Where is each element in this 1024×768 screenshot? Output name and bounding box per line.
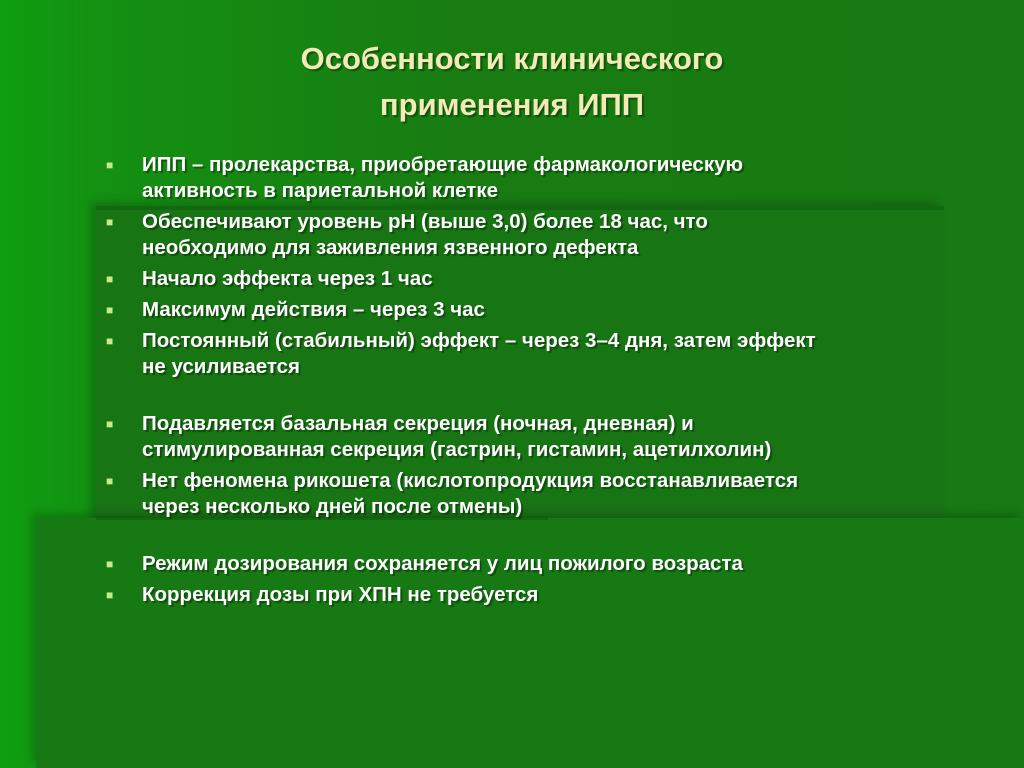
bullet-text-line-2: стимулированная секреция (гастрин, гистамин, ацетилхолин) — [142, 438, 772, 461]
bullet-icon: ■ — [106, 334, 114, 348]
bullet-text-line-1: Постоянный (стабильный) эффект – через 3–4 дня, затем эффект — [142, 329, 816, 352]
bullet-icon: ■ — [106, 474, 114, 488]
list-spacer — [106, 525, 996, 551]
bullet-text-line-2: не усиливается — [142, 355, 300, 378]
bullet-list — [106, 152, 996, 613]
slide-title-line-2: применения ИПП — [379, 87, 645, 122]
bullet-icon: ■ — [106, 215, 114, 229]
bullet-text-line-1: Подавляется базальная секреция (ночная, дневная) и — [142, 412, 694, 435]
bullet-item-no-rebound — [106, 468, 996, 520]
bullet-text-line-1: Обеспечивают уровень рН (выше 3,0) более 18 час, что — [142, 210, 708, 233]
bullet-item-renal-dosing — [106, 582, 996, 608]
bullet-icon: ■ — [106, 272, 114, 286]
bullet-item-peak — [106, 297, 996, 323]
bullet-icon: ■ — [106, 303, 114, 317]
slide-title — [0, 36, 1024, 128]
bullet-text-line-2: активность в париетальной клетке — [142, 179, 498, 202]
bullet-text-line-1: Начало эффекта через 1 час — [142, 267, 433, 290]
bullet-icon: ■ — [106, 417, 114, 431]
bullet-item-ph-level — [106, 209, 996, 261]
bullet-icon: ■ — [106, 158, 114, 172]
bullet-text-line-1: Нет феномена рикошета (кислотопродукция восстанавливается — [142, 469, 799, 492]
bullet-item-elderly-dosing — [106, 551, 996, 577]
bullet-text-line-1: Режим дозирования сохраняется у лиц пожилого возраста — [142, 552, 743, 575]
bullet-item-secretion — [106, 411, 996, 463]
bullet-item-onset — [106, 266, 996, 292]
slide-title-line-1: Особенности клинического — [300, 41, 724, 76]
bullet-icon: ■ — [106, 588, 114, 602]
bullet-text-line-1: Максимум действия – через 3 час — [142, 298, 485, 321]
bullet-text-line-2: необходимо для заживления язвенного дефекта — [142, 236, 639, 259]
bullet-text-line-2: через несколько дней после отмены) — [142, 495, 523, 518]
bullet-text-line-1: Коррекция дозы при ХПН не требуется — [142, 583, 539, 606]
bullet-text-line-1: ИПП – пролекарства, приобретающие фармакологическую — [142, 153, 744, 176]
bullet-icon: ■ — [106, 557, 114, 571]
list-spacer — [106, 385, 996, 411]
bullet-item-prodrugs — [106, 152, 996, 204]
bullet-item-stable-effect — [106, 328, 996, 380]
